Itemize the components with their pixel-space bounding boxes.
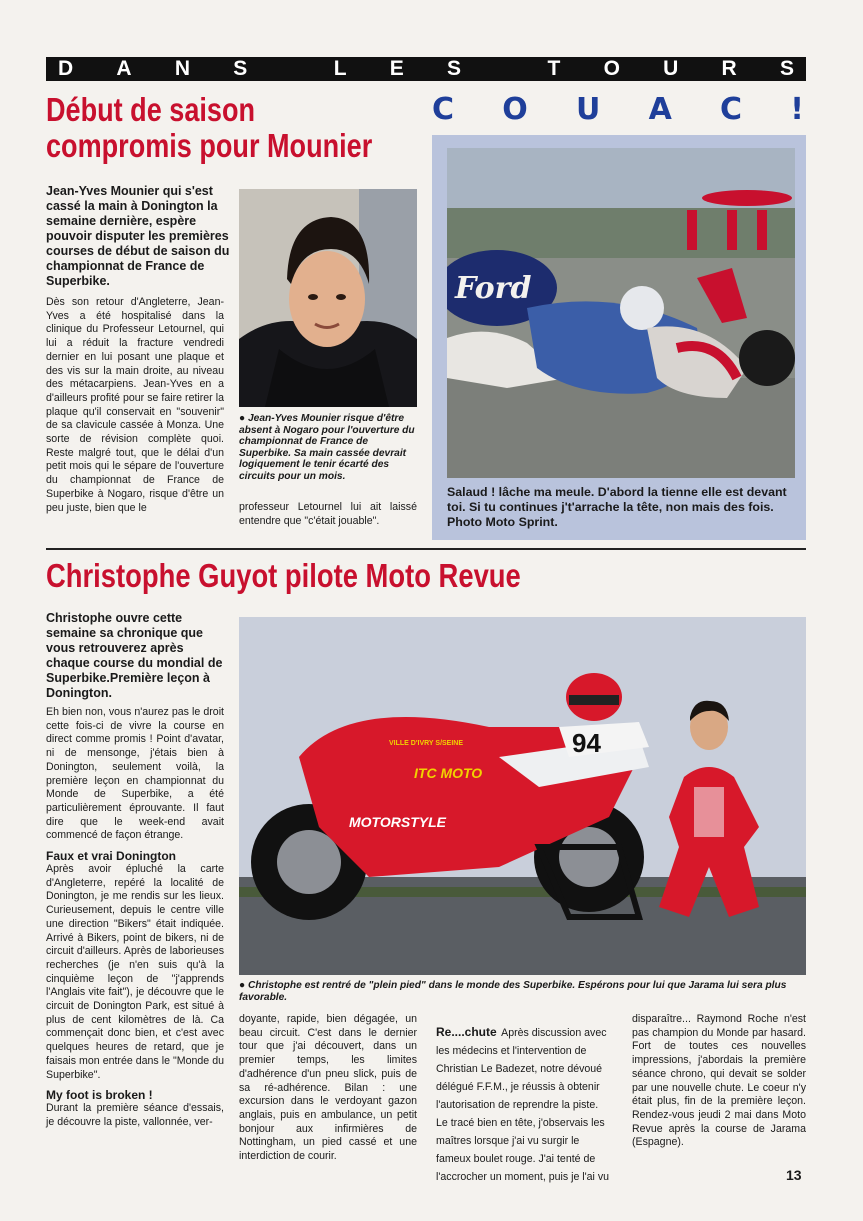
bike-decal-ivry: VILLE D'IVRY S/SEINE [389, 740, 464, 747]
story1-title: Début de saison compromis pour Mounier [46, 91, 373, 164]
mounier-portrait-photo [239, 189, 417, 407]
story2-intro: Eh bien non, vous n'aurez pas le droit cette fois-ci de vivre la course en direct comme promis ! Point d'avatar, ni de mensonge, j'étais bien à Donington, seulement voilà, la première leçon en championnat du Monde de Superbike, a été particulièrement éprouvante. Il faut dire que le week-end avait commencé de façon étrange. [46, 706, 224, 842]
header-letter: U [663, 57, 679, 80]
section-header-band [46, 57, 806, 81]
guyot-bike-image [239, 617, 806, 975]
subhead-rechute: Re....chute [436, 1025, 497, 1039]
header-letter: O [603, 57, 620, 80]
story2-sub2-text: Durant la première séance d'essais, je découvre la piste, vallonnée, ver- [46, 1102, 224, 1128]
story2-col4: disparaître... Raymond Roche n'est pas champion du Monde par hasard. Fort de toutes ces nouvelles impressions, j'abordais la première séance chrono, qui devait se solder par une nouvelle chute. Le coeur n'y était plus, fin de la première leçon. Rendez-vous jeudi 2 mai dans Moto Revue après la course de Jarama (Espagne). [632, 1013, 806, 1149]
guyot-photo-caption: ● Christophe est rentré de "plein pied" dans le monde des Superbike. Espérons pour lui que Jarama lui sera plus favorable. [239, 980, 787, 1003]
subhead-faux-vrai: Faux et vrai Donington [46, 849, 177, 864]
header-letter: S [447, 57, 462, 80]
header-letter: N [174, 57, 190, 80]
story2-title: Christophe Guyot pilote Moto Revue [46, 557, 521, 594]
couac-letter: C [720, 91, 743, 127]
header-letter: R [721, 57, 737, 80]
couac-caption: Salaud ! lâche ma meule. D'abord la tienne elle est devant toi. Si tu continues j't'arrache la tête, non mais des fois. Photo Moto Sprint. [447, 485, 787, 529]
couac-title [432, 92, 804, 126]
couac-letter: ! [790, 91, 804, 127]
header-letter: S [233, 57, 248, 80]
header-letter: T [547, 57, 561, 80]
header-letter: E [389, 57, 404, 80]
subhead-my-foot: My foot is broken ! [46, 1088, 153, 1103]
mounier-portrait-image [239, 189, 417, 407]
header-letter: D [58, 57, 74, 80]
bike-decal-motorstyle: MOTORSTYLE [349, 814, 446, 830]
bike-number: 94 [572, 728, 601, 758]
bike-decal-itc: ITC MOTO [414, 765, 483, 781]
story1-body-col1: Dès son retour d'Angleterre, Jean-Yves a été hospitalisé dans la clinique du Professeur Letournel, qui lui a réduit la fracture vendredi dernier en lui posant une plaque et des vis sur la main droite, au niveau des métacarpiens. Jean-Yves en a d'ailleurs profité pour se faire retirer la plaque qu'il conservait en "souvenir" de sa clavicule cassée à Monza. Une sorte de révision complète quoi. Reste malgré tout, que le délai d'un petit mois qui le sépare de l'ouverture du championnat de France de Superbike à Nogaro, risque d'être un peu juste, bien que le [46, 296, 224, 514]
couac-crash-photo [447, 148, 795, 478]
couac-letter: O [502, 91, 528, 127]
header-letter: A [116, 57, 132, 80]
ford-sign-text: Ford [455, 271, 532, 306]
header-letter: S [779, 57, 794, 80]
story1-body-col2: professeur Letournel lui ait laissé entendre que "c'était jouable". [239, 501, 417, 527]
story2-col3 [436, 1023, 612, 1185]
couac-letter: A [648, 91, 672, 127]
story2-lead: Christophe ouvre cette semaine sa chronique que vous retrouverez après chaque course du mondial de Superbike.Première leçon à Donington. [46, 611, 223, 700]
guyot-bike-photo [239, 617, 806, 975]
page-number: 13 [786, 1167, 802, 1183]
story2-col2: doyante, rapide, bien dégagée, un beau circuit. C'est dans le dernier tour que j'ai découvert, dans un premier temps, les limites d'adhérence d'un pneu slick, puis de sa ré-adhérence. Bilan : une excursion dans le verdoyant gazon anglais, puis en ambulance, un petit bonjour aux infirmières de Nottingham, un pied cassé et une interdiction de courir. [239, 1013, 417, 1163]
header-letter: L [333, 57, 347, 80]
crash-scene-image [447, 148, 795, 478]
couac-letter: U [575, 91, 601, 127]
story2-col1 [46, 706, 224, 1130]
section-divider [46, 548, 806, 550]
story2-sub1-text: Après avoir épluché la carte d'Angleterre, repéré la localité de Donington, je me rendis sur les lieux. Curieusement, depuis le centre ville une direction "Bikers" était indiquée. Arrivé à Bikers, point de bikers, ni de circuit d'ailleurs. Après de laborieuses recherches (je n'en suis qu'à la cinquième leçon de "j'apprends l'Anglais vite fait"), je découvre que le circuit de Donington Park, est situé à plus de cent kilomètres de là. Ca commençait donc bien, et c'est avec quelques heures de retard, que je faisais mon entrée dans le "Monde du Superbike". [46, 863, 224, 1081]
couac-letter: C [432, 91, 455, 127]
mounier-photo-caption: ● Jean-Yves Mounier risque d'être absent à Nogaro pour l'ouverture du championnat de France de Superbike. Sa main cassée devrait logiquement le tenir écarté des circuits pour un mois. [239, 413, 415, 482]
story1-lead: Jean-Yves Mounier qui s'est cassé la main à Donington la semaine dernière, espère pouvoir disputer les premières courses de début de saison du championnat de France de Superbike. [46, 184, 230, 288]
story2-sub3-text: Après discussion avec les médecins et l'intervention de Christian Le Badezet, notre dévoué délégué F.F.M., je réussis à obtenir l'autorisation de reprendre la piste. Le tracé bien en tête, j'observais les maîtres lorsque j'ai vu surgir le fameux boulet rouge. J'ai tenté de l'accrocher un moment, puis je l'ai vu [436, 1027, 610, 1183]
